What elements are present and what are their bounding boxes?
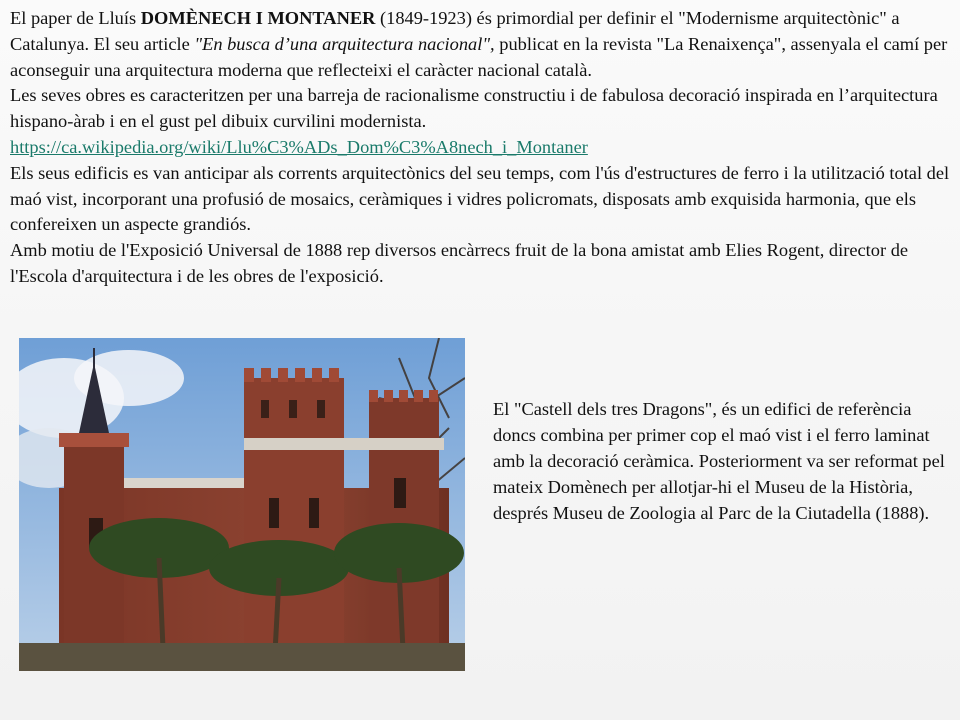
architect-name: DOMÈNECH I MONTANER — [140, 8, 376, 28]
intro-text-middle: (1849-1923) és primordial per definir el "Modernisme arquitectònic" a Catalunya. El seu article — [10, 8, 900, 54]
photo-caption — [493, 396, 953, 526]
intro-text-end: publicat en la revista "La Renaixença", assenyala el camí per aconseguir una arquitectura moderna que reflecteixi el caràcter nacional català. — [10, 33, 948, 80]
caption-text: El "Castell dels tres Dragons", és un edifici de referència doncs combina per primer cop el maó vist i el ferro laminat amb la decoració ceràmica. Posteriorment va ser reformat pel mateix Domènech per allotjar-hi el Museu de la Història, després Museu de Zoologia al Parc de la Ciutadella (1888). — [493, 399, 945, 523]
wikipedia-link[interactable]: https://ca.wikipedia.org/wiki/Llu%C3%ADs_Dom%C3%A8nech_i_Montaner — [10, 136, 588, 157]
intro-text-start: El paper de Lluís — [10, 8, 141, 28]
expo-paragraph: Amb motiu de l'Exposició Universal de 1888 rep diversos encàrrecs fruit de la bona amistat amb Elies Rogent, director de l'Escola d'arquitectura i de les obres de l'exposició. — [10, 240, 909, 286]
style-paragraph: Les seves obres es caracteritzen per una barreja de racionalisme constructiu i de fabulosa decoració inspirada en l’arquitectura hispano-àrab i en el gust pel dibuix curvilini modernista. — [10, 85, 938, 132]
buildings-paragraph: Els seus edificis es van anticipar als corrents arquitectònics del seu temps, com l'ús d'estructures de ferro i la utilització total del maó vist, incorporant una profusió de mosaics, ceràmiques i vidres policromats, disposats amb exquisida harmonia, que els confereixen un aspecte grandiós. — [10, 162, 950, 235]
castle-photo — [19, 338, 465, 671]
intro-paragraph — [10, 6, 950, 83]
link-line — [10, 135, 950, 161]
article-title: "En busca d’una arquitectura nacional", — [194, 33, 495, 54]
main-text-block — [10, 6, 950, 290]
